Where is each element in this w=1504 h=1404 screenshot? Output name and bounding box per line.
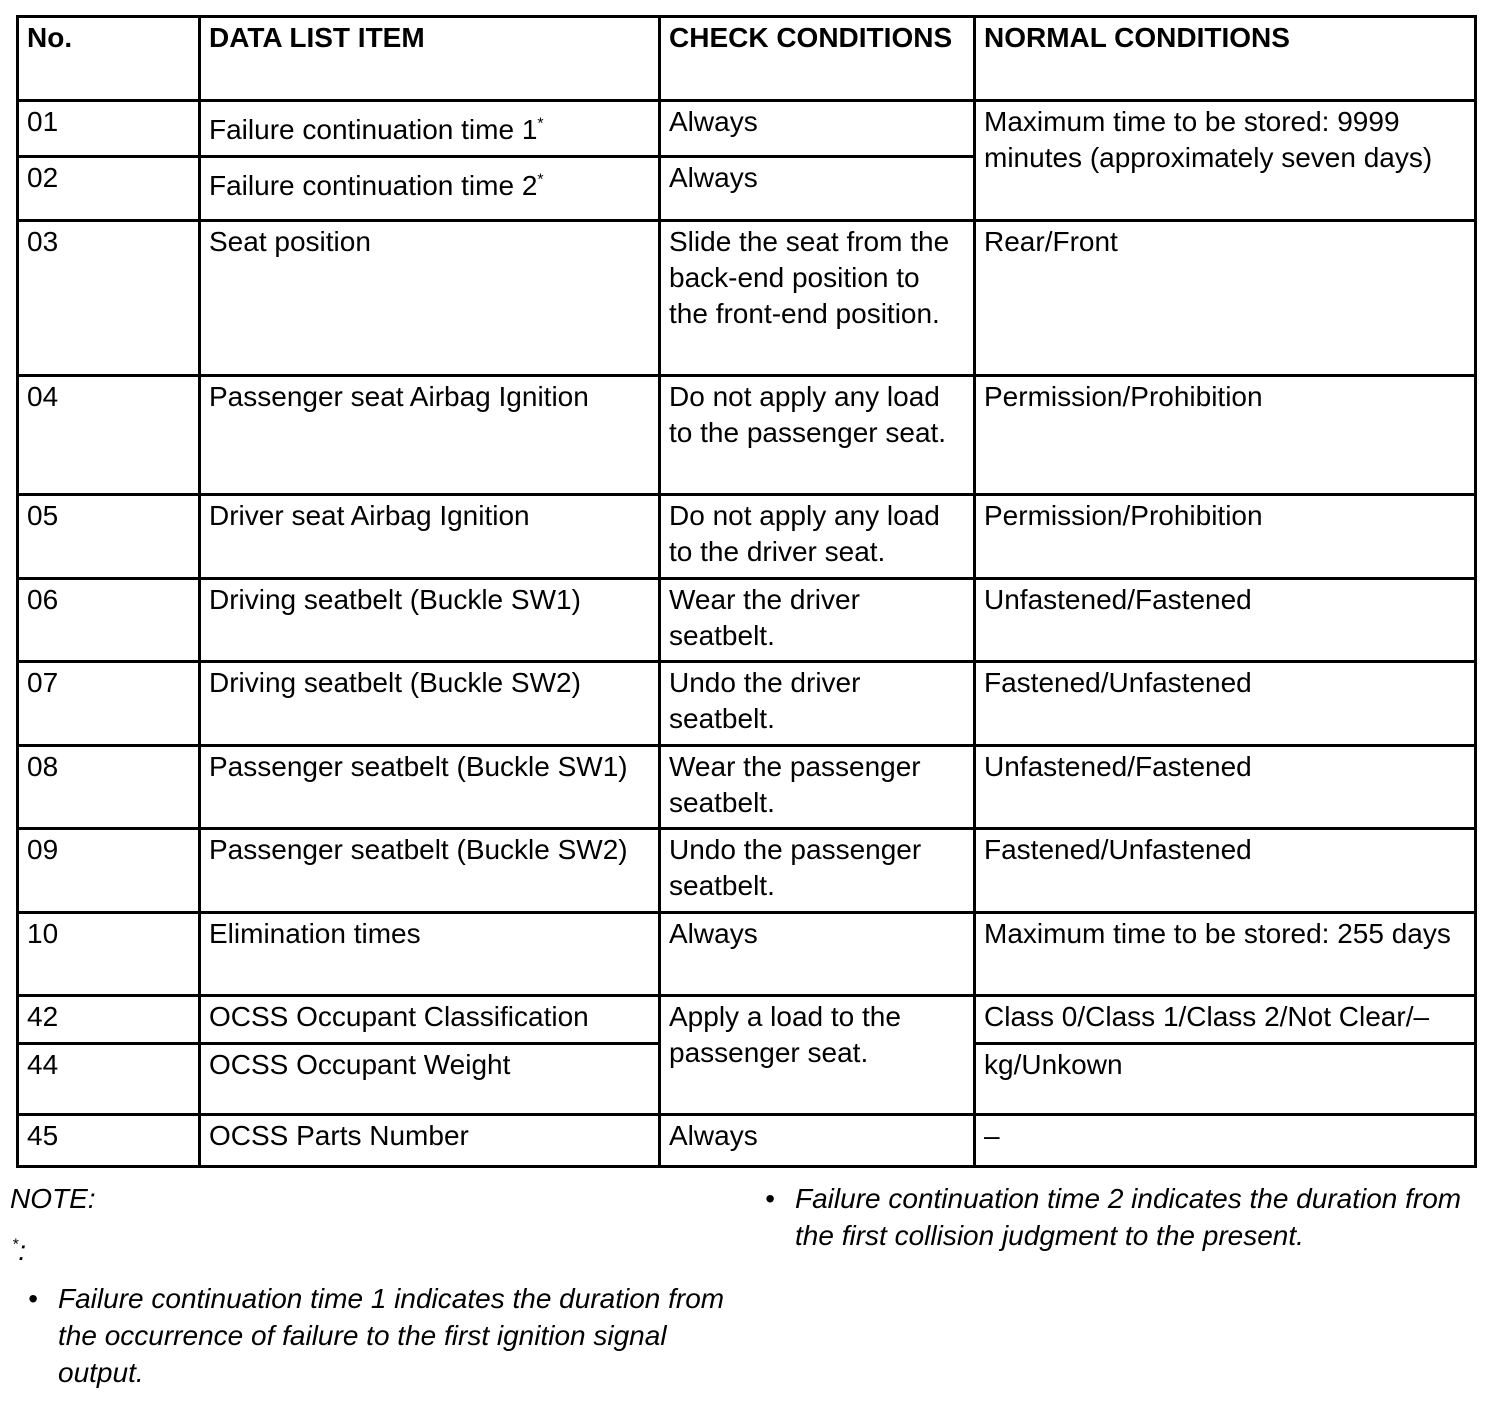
cell-check: Wear the driver seatbelt. (660, 579, 975, 662)
cell-item: Driver seat Airbag Ignition (200, 495, 660, 579)
cell-item: Elimination times (200, 913, 660, 996)
table-row (18, 662, 1476, 746)
note-text: Failure continuation time 1 indicates the duration from the occurrence of failure to the first ignition signal output. (58, 1283, 725, 1388)
cell-check: Undo the driver seatbelt. (660, 662, 975, 746)
footnote-label (12, 1232, 26, 1269)
table-row (18, 913, 1476, 996)
cell-item: Driving seatbelt (Buckle SW1) (200, 579, 660, 662)
cell-check: Apply a load to the passenger seat. (660, 996, 975, 1115)
cell-item (200, 101, 660, 157)
cell-item: OCSS Occupant Classification (200, 996, 660, 1044)
cell-item: Passenger seatbelt (Buckle SW1) (200, 746, 660, 829)
footnote-mark: * (537, 115, 544, 133)
cell-normal: Unfastened/Fastened (975, 579, 1476, 662)
cell-check: Do not apply any load to the driver seat. (660, 495, 975, 579)
cell-no: 04 (18, 376, 200, 495)
cell-no: 03 (18, 221, 200, 376)
item-text: Failure continuation time 2 (209, 170, 538, 201)
cell-normal: – (975, 1115, 1476, 1167)
cell-normal: Fastened/Unfastened (975, 829, 1476, 913)
table-row (18, 101, 1476, 157)
header-no: No. (18, 17, 200, 101)
cell-no: 05 (18, 495, 200, 579)
cell-item: OCSS Parts Number (200, 1115, 660, 1167)
cell-check: Slide the seat from the back-end position to the front-end position. (660, 221, 975, 376)
table-header-row (18, 17, 1476, 101)
footnote-colon: : (18, 1235, 27, 1266)
bullet-icon: • (28, 1283, 38, 1314)
cell-no: 10 (18, 913, 200, 996)
table-row (18, 829, 1476, 913)
cell-item: Passenger seat Airbag Ignition (200, 376, 660, 495)
note-title: NOTE: (10, 1183, 96, 1214)
cell-no: 02 (18, 157, 200, 221)
table-row (18, 579, 1476, 662)
cell-normal: Class 0/Class 1/Class 2/Not Clear/– (975, 996, 1476, 1044)
note-bullet (765, 1180, 1485, 1254)
cell-no: 06 (18, 579, 200, 662)
cell-item: Seat position (200, 221, 660, 376)
cell-no: 44 (18, 1044, 200, 1115)
cell-check: Always (660, 101, 975, 157)
cell-normal: Permission/Prohibition (975, 376, 1476, 495)
cell-no: 07 (18, 662, 200, 746)
header-check-conditions: CHECK CONDITIONS (660, 17, 975, 101)
table-row (18, 376, 1476, 495)
cell-normal: Permission/Prohibition (975, 495, 1476, 579)
cell-normal: Rear/Front (975, 221, 1476, 376)
table-row (18, 1115, 1476, 1167)
cell-no: 42 (18, 996, 200, 1044)
cell-item (200, 157, 660, 221)
table-row (18, 996, 1476, 1044)
cell-no: 01 (18, 101, 200, 157)
cell-no: 45 (18, 1115, 200, 1167)
cell-check: Undo the passenger seatbelt. (660, 829, 975, 913)
item-text: Failure continuation time 1 (209, 114, 538, 145)
header-normal-conditions: NORMAL CONDITIONS (975, 17, 1476, 101)
footnote-mark: * (12, 1236, 19, 1254)
note-text: Failure continuation time 2 indicates the duration from the first collision judgment to the present. (795, 1183, 1462, 1251)
footnote-mark: * (537, 171, 544, 189)
cell-item: Passenger seatbelt (Buckle SW2) (200, 829, 660, 913)
cell-item: Driving seatbelt (Buckle SW2) (200, 662, 660, 746)
cell-normal: Fastened/Unfastened (975, 662, 1476, 746)
cell-item: OCSS Occupant Weight (200, 1044, 660, 1115)
table-row (18, 746, 1476, 829)
cell-normal: kg/Unkown (975, 1044, 1476, 1115)
cell-check: Always (660, 913, 975, 996)
note-bullet (28, 1280, 748, 1391)
header-data-list-item: DATA LIST ITEM (200, 17, 660, 101)
cell-check: Do not apply any load to the passenger seat. (660, 376, 975, 495)
table-row (18, 221, 1476, 376)
cell-check: Always (660, 157, 975, 221)
cell-check: Always (660, 1115, 975, 1167)
bullet-icon: • (765, 1183, 775, 1214)
table-row (18, 495, 1476, 579)
data-list-table (16, 15, 1477, 1168)
cell-normal: Unfastened/Fastened (975, 746, 1476, 829)
cell-normal: Maximum time to be stored: 255 days (975, 913, 1476, 996)
cell-normal: Maximum time to be stored: 9999 minutes (approximately seven days) (975, 101, 1476, 221)
cell-no: 09 (18, 829, 200, 913)
cell-check: Wear the passenger seatbelt. (660, 746, 975, 829)
cell-no: 08 (18, 746, 200, 829)
